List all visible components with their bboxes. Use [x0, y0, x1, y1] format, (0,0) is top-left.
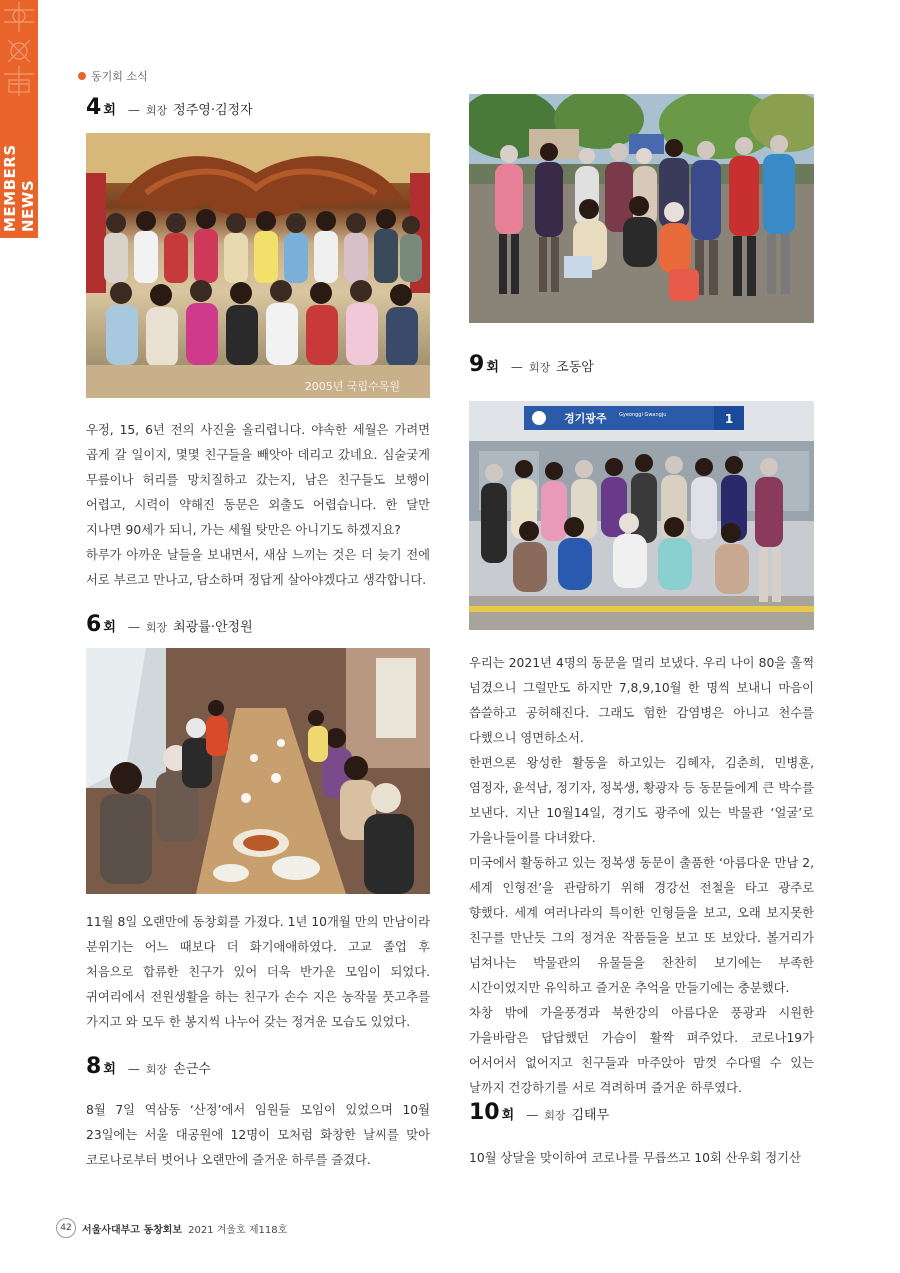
class-number: 8: [86, 1054, 102, 1079]
section-label: [78, 68, 148, 84]
heading-dash: —: [127, 1062, 140, 1076]
page-footer: [56, 1218, 287, 1238]
class6-photo-illustration: [86, 648, 430, 894]
class4-paragraph-1: 우정, 15, 6년 전의 사진을 올리렵니다. 야속한 세월은 가려면 곱게 갈 일이지, 몇몇 친구들을 빼앗아 데리고 갔네요. 심술궂게 무릎이나 허리를 망치질하고 갔는지, 남은 친구들도 보행이 어렵고, 시력이 약해진 동문은 외출도 어렵습니다. 한 달만 지나면 90세가 되니, 가는 세월 탓만은 아니기도 하겠지요?: [86, 423, 430, 537]
class-suffix: 회: [103, 1062, 116, 1077]
class9-paragraph-4: 차창 밖에 가을풍경과 북한강의 아름다운 풍광과 시원한 가을바람은 답답했던 가슴이 활짝 펴주었다. 코로나19가 어서어서 없어지고 친구들과 마주앉아 맘껏 수다떨 수 있는 날까지 건강하기를 서로 격려하며 즐거운 하루였다.: [469, 1006, 814, 1095]
class9-paragraph-3: 미국에서 활동하고 있는 정복생 동문이 출품한 ‘아름다운 만남 2, 세계 인형전’을 관람하기 위해 경강선 전철을 타고 광주로 향했다. 세계 여러나라의 특이한 인형들을 보고, 오래 보지못한 친구를 만난듯 그의 정겨운 작품들을 보고 또 보았다. 볼거리가 넘쳐나는 박물관의 유물들을 찬찬히 보기에는 부족한 시간이었지만 유익하고 즐거운 추억을 만들기에는 충분했다.: [469, 856, 814, 995]
page-number: 42: [56, 1218, 76, 1238]
class4-paragraph-2: 하루가 아까운 날들을 보내면서, 새삼 느끼는 것은 더 늦기 전에 서로 부르고 만나고, 담소하며 정답게 살아야겠다고 생각합니다.: [86, 548, 430, 587]
class8-photo-illustration: [469, 94, 814, 323]
side-tab-label: MEMBERS NEWS: [1, 144, 37, 232]
class-number: 6: [86, 612, 102, 637]
class4-photo-illustration: [86, 133, 430, 398]
class-number: 10: [469, 1100, 500, 1125]
photo-caption: 2005년 국립수목원: [304, 380, 400, 393]
issue-label: 2021 겨울호 제118호: [188, 1224, 288, 1236]
class9-station-photo: [469, 401, 814, 630]
class10-paragraph-1: 10월 상달을 맞이하여 코로나를 무릅쓰고 10회 산우회 정기산: [469, 1151, 801, 1165]
decorative-pattern-icon: [0, 0, 38, 100]
president-label: 회장: [544, 1109, 566, 1122]
president-names: 조동암: [556, 360, 594, 375]
heading-dash: —: [526, 1108, 539, 1122]
president-names: 정주영·김정자: [173, 103, 253, 118]
president-label: 회장: [145, 621, 168, 634]
class8-park-photo: [469, 94, 814, 323]
heading-dash: —: [127, 103, 140, 117]
class9-text: [469, 651, 814, 1101]
class9-photo-illustration: [469, 401, 814, 630]
class9-paragraph-1: 우리는 2021년 4명의 동문을 멀리 보냈다. 우리 나이 80을 훌쩍 넘겼으니 그럴만도 하지만 7,8,9,10월 한 명씩 보내니 마음이 씁쓸하고 공허해진다. 그래도 험한 감염병은 아니고 천수를 다했으니 영면하소서.: [469, 656, 814, 745]
president-names: 최광률·안정원: [173, 620, 253, 635]
station-sign-sub: Gyeonggi Gwangju: [619, 412, 667, 418]
class-number: 9: [469, 352, 485, 377]
president-names: 손근수: [173, 1062, 211, 1077]
bullet-dot-icon: [78, 72, 86, 80]
heading-dash: —: [127, 620, 140, 634]
class10-text: [469, 1146, 814, 1171]
heading-dash: —: [510, 360, 523, 374]
section-label-text: 동기회 소식: [91, 70, 148, 83]
class-suffix: 회: [103, 103, 116, 118]
class9-heading: [469, 352, 594, 377]
class4-group-photo: [86, 133, 430, 398]
president-names: 김태무: [571, 1108, 610, 1123]
president-label: 회장: [145, 1063, 168, 1076]
president-label: 회장: [145, 104, 168, 117]
class-suffix: 회: [501, 1108, 515, 1123]
president-label: 회장: [528, 361, 551, 374]
class-suffix: 회: [103, 620, 116, 635]
members-news-side-tab: [0, 0, 38, 238]
class6-text: [86, 910, 430, 1035]
class6-heading: [86, 612, 253, 637]
station-platform-number: 1: [724, 412, 734, 426]
class8-heading: [86, 1054, 211, 1079]
station-sign-text: 경기광주: [564, 412, 607, 425]
class10-heading: [469, 1100, 609, 1125]
publication-name: 서울사대부고 동창회보: [82, 1224, 183, 1236]
class6-paragraph-1: 11월 8일 오랜만에 동창회를 가졌다. 1년 10개월 만의 만남이라 분위기는 어느 때보다 더 화기애애하였다. 고교 졸업 후 처음으로 합류한 친구가 있어 더욱 반가운 모임이 되었다. 귀여리에서 전원생활을 하는 친구가 손수 지은 농작물 풋고추를 가지고 와 모두 한 봉지씩 나누어 갖는 정겨운 모습도 있었다.: [86, 915, 430, 1029]
class-number: 4: [86, 95, 102, 120]
class-suffix: 회: [486, 360, 499, 375]
class9-paragraph-2: 한편으론 왕성한 활동을 하고있는 김혜자, 김춘희, 민병훈, 염정자, 윤석남, 정기자, 정복생, 황광자 등 동문들에게 큰 박수를 보낸다. 지난 10월14일, 경기도 광주에 있는 박물관 ‘얼굴’로 가을나들이를 다녀왔다.: [469, 756, 814, 845]
class4-heading: [86, 95, 253, 120]
class6-restaurant-photo: [86, 648, 430, 894]
class8-text: [86, 1098, 430, 1173]
class4-text: [86, 418, 430, 593]
class8-paragraph-1: 8월 7일 역삼동 ‘산정’에서 임원들 모임이 있었으며 10월 23일에는 서울 대공원에 12명이 모처럼 화창한 날씨를 맞아 코로나로부터 벗어나 오랜만에 즐거운 하루를 즐겼다.: [86, 1103, 430, 1167]
